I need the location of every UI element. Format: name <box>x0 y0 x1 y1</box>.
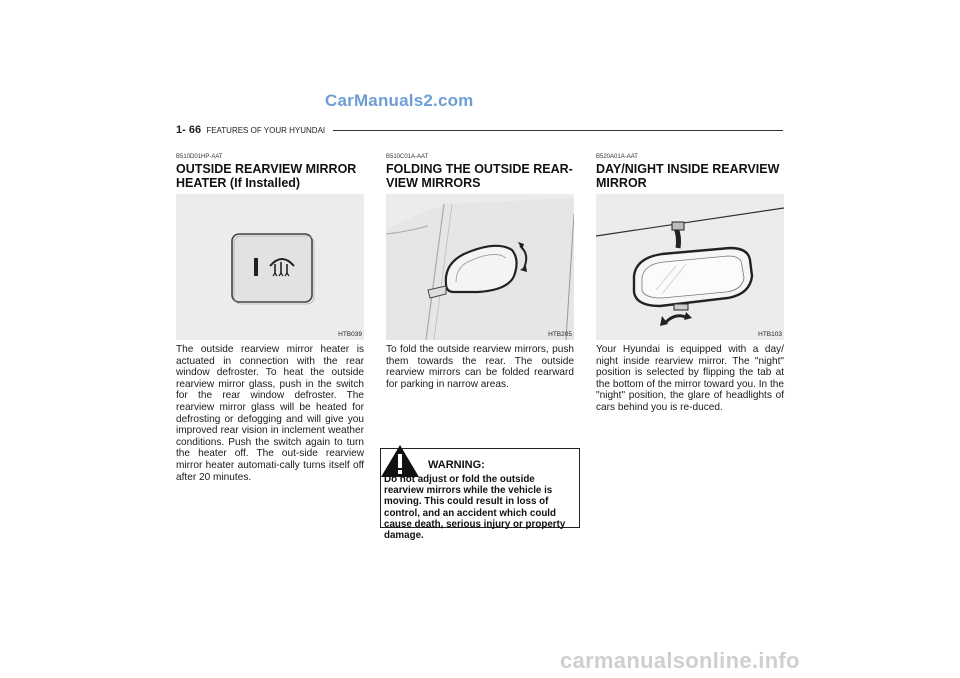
figure-label: HTB103 <box>758 331 782 338</box>
figure-inside-mirror <box>596 194 784 340</box>
folding-mirror-illustration <box>386 194 574 340</box>
section-body: To fold the outside rearview mirrors, push them towards the rear. The outside rearview mirrors can be folded rearward for parking in narrow areas. <box>386 344 574 390</box>
section-mirror-heater <box>176 154 364 483</box>
section-code: B520A01A-AAT <box>596 154 638 160</box>
page-number: 1- 66 <box>176 124 202 136</box>
section-body: Your Hyundai is equipped with a day/ night inside rearview mirror. The "night" position is selected by flipping the tab at the bottom of the mirror toward you. In the "night" position, the glare of headlights of cars behind you is re-duced. <box>596 344 784 413</box>
figure-folding-mirror <box>386 194 574 340</box>
header-rule <box>333 130 783 131</box>
inside-mirror-illustration <box>596 194 784 340</box>
defroster-switch-illustration <box>176 194 364 340</box>
figure-label: HTB039 <box>338 331 362 338</box>
section-heading: FOLDING THE OUTSIDE REAR-VIEW MIRRORS <box>386 162 573 190</box>
warning-icon <box>380 444 420 478</box>
figure-label: HTB205 <box>548 331 572 338</box>
section-folding-mirrors <box>386 154 574 390</box>
watermark-bottom: carmanualsonline.info <box>560 648 800 673</box>
section-heading: DAY/NIGHT INSIDE REARVIEW MIRROR <box>596 162 780 190</box>
warning-text: Do not adjust or fold the outside rearview mirrors while the vehicle is moving. This could result in loss of control, and an accident which could cause death, serious injury or property damage. <box>384 474 566 542</box>
section-code: B510D01HP-AAT <box>176 154 223 160</box>
page-header <box>176 124 325 136</box>
figure-defroster-switch <box>176 194 364 340</box>
warning-title: WARNING: <box>428 459 485 471</box>
section-body: The outside rearview mirror heater is actuated in connection with the rear window defroster. To heat the outside rearview mirror glass, push in the switch for the rear window defroster. The rearview mirror glass will be heated for defrosting or defogging and will give you improved rear vision in inclement weather conditions. Push the switch again to turn the heater off. The out-side rearview mirror heater automati-cally turns itself off after 20 minutes. <box>176 344 364 483</box>
section-day-night-mirror <box>596 154 784 414</box>
section-title: FEATURES OF YOUR HYUNDAI <box>206 126 326 135</box>
watermark-top: CarManuals2.com <box>325 91 474 110</box>
section-heading: OUTSIDE REARVIEW MIRROR HEATER (If Installed) <box>176 162 357 190</box>
section-code: B510C01A-AAT <box>386 154 429 160</box>
